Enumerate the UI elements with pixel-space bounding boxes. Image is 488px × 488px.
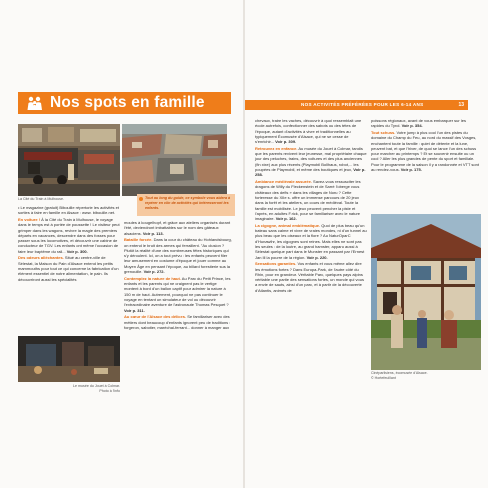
left-column-1 xyxy=(18,205,122,283)
spot-item xyxy=(124,276,232,313)
spot-item xyxy=(124,237,232,274)
right-page xyxy=(245,0,488,488)
spot-text: Dans la cour du château du Hohlandsbourg, on entend le bruit des armes qui ferraillent. "Au clusion ? Plutôt la réalité d'une des nombreuses fêtes historiques qui s'y déroulent. Ici, on a tout prévu : les enfants peuvent filer leur amusement en costume d'époque et jouer comme au Moyen Âge en pensant l'époque, au billard forestierie sus la grenouille. xyxy=(124,237,232,275)
spot-text: Au musée du Jouet à Colmar, tandis que les parents revivent leur jeunesse, mal propriétaire chaque jour des peluches, trains, des voitures et des plus anciennes (fin xixe) aux plus récents (Playmobil Bollhaus, robot,... les poupées de Playmobil, et même des boutiques et jeux, xyxy=(255,145,367,173)
photo-caption xyxy=(36,384,120,393)
spot-text: Au Parc du Petit Prince, les enfants et les parents qui ne craignent pas le vertige montent à bord d'un ballon captif pour admirer la nature à 150 m de haut. Autrement, pourquoi ne pas continuer le voyage en tentant un simulateur de vol ou découvrir l'extraordinaire aventure de l'astronaute Thomas Pesquet ? xyxy=(124,275,231,308)
continued-text: poissons régionaux, avant de vous embarquer sur les rapides du Tyrol. xyxy=(371,118,466,129)
left-page xyxy=(0,0,243,488)
spot-item xyxy=(255,261,367,293)
page-ref: Voir p. 272. xyxy=(143,269,165,275)
intro-text: Le magazine (gratuit) Biboulile répertorie les activités et sorties à faire en famille en Alsace : www. biboulile.net. xyxy=(18,205,120,216)
spot-heading: Des odeurs alléchantes. xyxy=(18,255,64,261)
spot-item xyxy=(371,130,479,172)
page-number: 13 xyxy=(458,102,464,108)
spot-text: Votre jump à plus cool l'un des pistes du domaine du Champ du Feu, au nord du massif des Vosges, enchantent toute la famille : quiet de détente et la lune, peuvent bat, et que l'hiver, de quoi se lance l'un des schuss pour marcher au printemps ? Et se souvenir ensuite ou un cool ? Aller les plus grandes de pente du sport et familiale. Pour le programme de la saison il y a randonnée et VTT sont au rendez-vous. xyxy=(371,129,479,173)
caption-credit: © Hortefeuillant xyxy=(371,375,396,380)
page-title: Nos spots en famille xyxy=(50,94,205,111)
intro-icon: • xyxy=(18,205,21,210)
spot-heading: Retrouvez en enfance. xyxy=(255,145,298,151)
spot-heading: La cigogne, animal emblématique. xyxy=(255,222,321,228)
spot-text: Savez-vous ressusciter les dragons de Willy du Fleckenstein et de Sarré l'oberge vous châteaux des defis » dans les villages de Noru ? Cette forteresse du XIIe s. offre un immense parcours de 20 jeux dans la forêt et les ateliers, un cours de médiéval. Toute la famille est mobilisée. Le jeux peuvent pencher la piste et l'après, en adultes F.rick, pour se familiariser avec le nature imaginaire. xyxy=(255,179,361,222)
page-ref: Voir p. 309. xyxy=(275,139,297,145)
spot-item xyxy=(255,223,367,260)
page-ref: Voir p. 175. xyxy=(400,167,422,173)
left-column-2 xyxy=(124,220,232,332)
spot-text: À la Cité du Train à Mulhouse, le voyage dans le temps est à portée de poussette ! Le visiteur peut grimper dans les wagons, revivre la magie des premiers départs en vacances, descendre dans des fosses pour passer sous les locomotives, et découvrir une cabine de conducteur de TGV. Les enfants ont même l'occasion de faire leur baptême du rail... xyxy=(18,216,120,254)
spot-text: Situé au centre-ville de Sélestat, la Maison du Pain d'Alsace entend les petits mammouths pour tout ce qui concerne la fabrication d'un élément essentiel de notre alimentation, le pain. Ils découvriront aussi les spécialités xyxy=(18,255,119,282)
spot-heading: Contemplez la nature de haut. xyxy=(124,275,181,281)
photo-cite-du-train xyxy=(18,124,120,196)
spot-heading: Ambiance médiévale assurée. xyxy=(255,179,312,185)
continued-text: chevaux, traire les vaches, découvrir à quoi ressemblait une école autrefois, confectionner des sabots ou des tétes de l'époque, autant d'activités à vivre et traditionnelles au typiquement Écomusée d'Alsace, qui ne se cesse de s'enrichir... xyxy=(255,118,362,145)
family-icon xyxy=(26,96,44,110)
right-column-2 xyxy=(371,118,479,174)
caption-credit: Photo à l'info xyxy=(99,388,120,393)
spot-heading: Sensations garanties. xyxy=(255,261,297,267)
photo-ecomusee xyxy=(371,214,481,370)
page-ref: Voir p. 113. xyxy=(142,230,164,236)
photo-caption xyxy=(371,371,481,380)
running-head: NOS ACTIVITÉS PRÉFÉRÉES POUR LES 6-14 ANS xyxy=(301,102,424,107)
page-ref: Voir p. 354. xyxy=(401,123,423,129)
page-ref: Voir p. 300. xyxy=(66,248,88,254)
spot-item xyxy=(18,255,122,281)
caption-text: Le musée du Jouet à Colmar. xyxy=(73,384,120,388)
page-ref: Voir p. 258. xyxy=(255,167,366,178)
spot-item xyxy=(255,179,367,221)
photo-caption: La Cité du Train à Mulhouse. xyxy=(18,197,64,201)
kids-symbol-icon xyxy=(139,197,143,201)
page-ref: Voir p. 220. xyxy=(306,254,328,260)
spot-item xyxy=(18,217,122,254)
symbol-note-text: Tout au long du guide, ce symbole vous aidera à repérer en clin de activités qui intéresseront les enfants. xyxy=(145,196,231,210)
spot-text: Se familiariser avec des métiers dont beaucoup d'enfants ignorent peu de traditions : forgeron, sabotier, maréchal-ferrant... donner à manger aux xyxy=(124,314,231,330)
continued-text: moules à kougelhopf, et grâce aux ateliers organisés durant l'été, deviendront imbattables sur le nom des gâteaux alsaciens. xyxy=(124,220,231,236)
spot-heading: Au cœur de l'Alsace des délices. xyxy=(124,314,187,320)
spot-item xyxy=(255,146,367,178)
section-heading xyxy=(26,92,205,114)
page-ref: Voir p. 311. xyxy=(124,307,145,313)
spot-heading: En voiture ! xyxy=(18,216,41,222)
spot-heading: Bataille forcée. xyxy=(124,237,153,243)
spot-text: Quoi de plus beau qu'un bateau sans calme et vivre de vraies mondes, ni d'un tunnel au plus beau que les oiseaux et la flore ? Au NaturOparC d'Hunawihr, les cigognes sont reines. Mais elles ne sont pas les seules : de la loutre, au grand hamster, apparu aussi à Sélestat quelque part dans le Munster en passant par l'Ernest Jan Ill la pourre de la région. xyxy=(255,222,367,260)
photo-aerial-village xyxy=(122,124,227,196)
page-ref: Voir p. 162. xyxy=(275,216,297,222)
caption-text: Cinéparlisiens, écomusée d'Alsace. xyxy=(371,371,428,375)
photo-musee-du-jouet xyxy=(18,336,120,382)
right-column-1 xyxy=(255,118,367,294)
spot-item xyxy=(124,314,232,330)
spot-heading: Tout schuss. xyxy=(371,129,396,135)
spot-text: Vos enfants et vous même allez dire les émotions fortes ? Dans Europa-Park, de l'autre côté du Rhin, pour en grandeur. Véritable Parc, quelques pays alpins véritable une partie des sensations fortes, un monde qui vous a envie de sauts, ainsi d'un parc, et à partir de la découverte d'Atlantis, animés de xyxy=(255,261,364,293)
symbol-note xyxy=(137,194,235,216)
